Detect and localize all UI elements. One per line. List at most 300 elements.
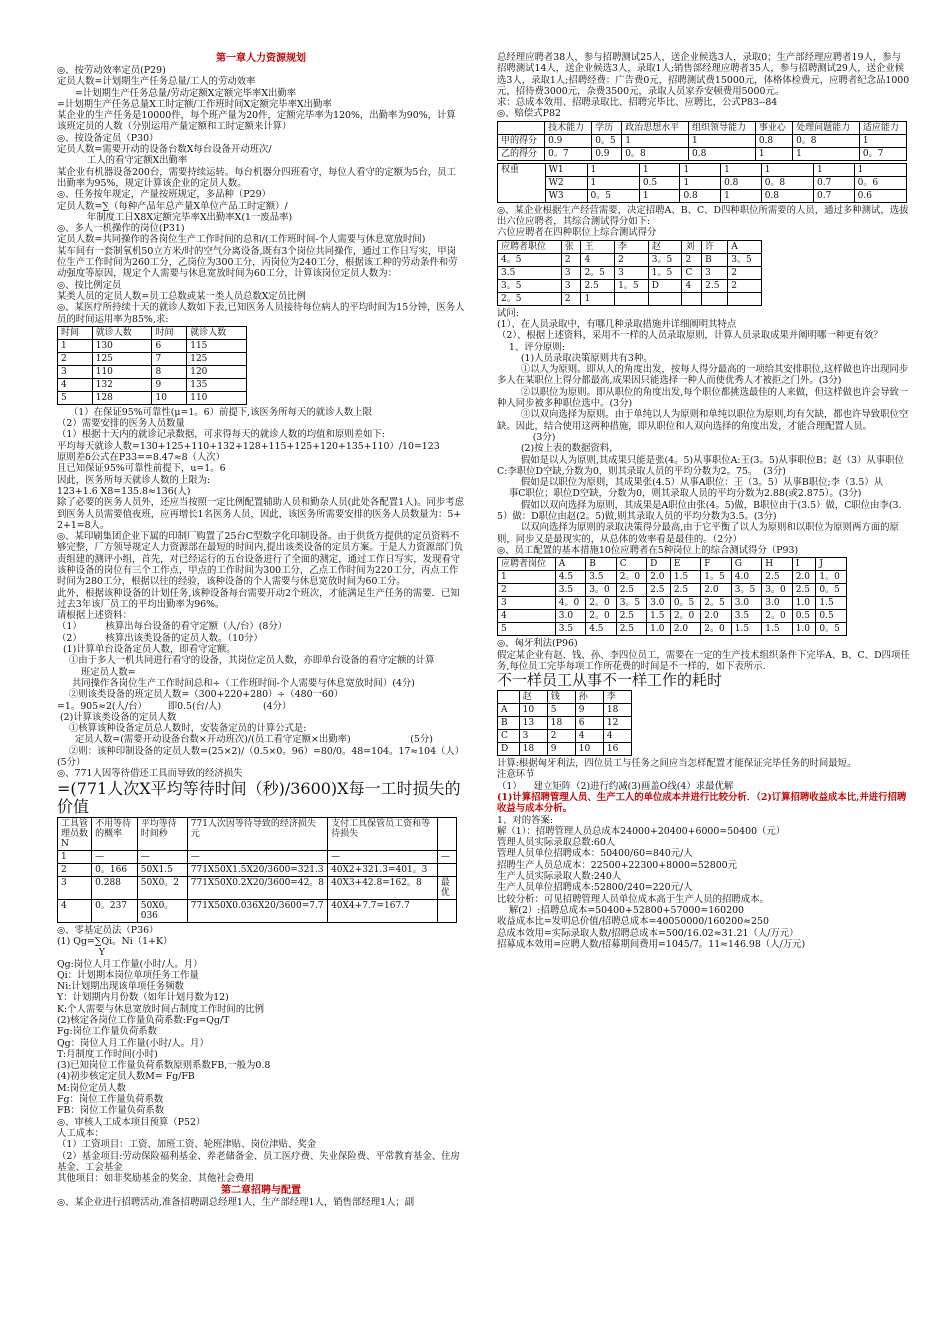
table-cell: 4 bbox=[603, 730, 631, 743]
table-header-cell: 工具管理员数N bbox=[58, 817, 92, 850]
text-line: ②则：该种印制设备的定员人数=(25×2)/（0.5×0。96）=80/0。48=104。17≈104（人）(5分） bbox=[57, 745, 465, 769]
text-line: 解（1）：招聘管理人员总成本24000+20400+6000=50400（元） bbox=[497, 825, 786, 837]
text-line: 总经理应聘者38人，参与招聘测试25人，送企业候选3人，录取0；生产部经理应聘者19人，参与招聘测试14人，送企业候选3人，录取1人;销售部经理应聘者35人，参与招聘测试29人，送企业候选3人，录取1人;招聘经费：广告费0元，招聘测试费15000元，体格体检费元，应聘者纪念品1000元，招待费3000元，杂费3500元，录取人员家乔安顿费用5000元。 bbox=[497, 52, 910, 97]
table-row bbox=[58, 899, 457, 922]
text-line: 人工成本： bbox=[57, 1127, 104, 1139]
table-header-cell: 钱 bbox=[547, 691, 575, 704]
table-cell: A bbox=[498, 704, 520, 717]
text-line: (4)初步核定定员人数M= Fg/FB bbox=[57, 1071, 195, 1083]
table-cell: 40X2+321.3=401。3 bbox=[328, 863, 438, 876]
table-cell: 0.5 bbox=[792, 610, 816, 623]
text-line: ◎、某印刷集团企业下属的印制厂购置了25台C型数字化印制设备。由于供货方提供的定员资料不够完整，厂方领导规定人力资源部在最短的时间内,提出该类设备的定员方案。于是人力资源部门负责组建的测评小组，首先，对已经运行的五台设备进行了全面的测定，通过工作日写实，发现看守该种设备的岗位有三个工作点，甲点的工作时间为300工分，乙点工作时间为220工分，丙点工作时间为280工分，根据以往的经验，该种设备的个人需要与休息宽放时间为60工分。 bbox=[57, 531, 464, 588]
table-header-cell bbox=[498, 121, 545, 134]
table-header-cell: 王 bbox=[581, 240, 615, 253]
table-cell: 2.0 bbox=[670, 623, 700, 636]
table-header-row bbox=[498, 240, 762, 253]
loss-formula: =(771人次X平均等待时间（秒)/3600)X每一工时损失的价值 bbox=[57, 778, 461, 816]
text-line: ◎、某企业进行招聘活动,准备招聘副总经理1人，生产部经理1人，销售部经理1人；副 bbox=[57, 1197, 415, 1209]
table-cell: 12 bbox=[603, 717, 631, 730]
table-header-cell bbox=[437, 817, 456, 850]
table-cell: 1。5 bbox=[701, 571, 731, 584]
table-cell: 2 bbox=[682, 253, 702, 266]
table-header-cell: 就诊人数 bbox=[92, 326, 152, 339]
table-row bbox=[498, 730, 632, 743]
text-line: 工人的看守定额X出勤率 bbox=[57, 155, 188, 167]
table-cell: 3。0 bbox=[586, 584, 616, 597]
table-cell bbox=[648, 292, 682, 305]
text-line: 某类人员的定员人数=员工总数或某一类人员总数X定员比例 bbox=[57, 290, 306, 302]
table-cell: 0。5 bbox=[816, 584, 847, 597]
table-cell bbox=[437, 863, 456, 876]
text-line: 1、对的答案: bbox=[497, 814, 553, 826]
table-cell: 10 bbox=[519, 704, 547, 717]
table-cell: 2。5 bbox=[498, 292, 562, 305]
table-cell: 0.9 bbox=[545, 134, 592, 147]
six-applicants-table bbox=[497, 240, 762, 306]
text-line: ①以人为原则。即从人的角度出发，按每人得分最高的一项给其安排职位,这样做也许出现同步多人在某职位上得分都最高,成果因只能选择一种人而使优秀人才被拒之门外。(3分) bbox=[497, 364, 909, 387]
table-header-cell: E bbox=[670, 558, 700, 571]
text-line: ◎、某企业根据生产经营需要，决定招聘A、B、C、D四种职位所需要的人员，通过多种测试，选拔出六位应聘者，其综合测试得分如下: bbox=[497, 204, 909, 228]
table-header-cell: 李 bbox=[603, 691, 631, 704]
table-cell: 0。5 bbox=[587, 189, 639, 202]
text-line: 某企业的生产任务是10000件，每个班产量为20件，定额完毕率为120%，出勤率为90%，计算该班定员的人数（分别运用产量定额和工时定额来计算） bbox=[57, 110, 456, 133]
table-row bbox=[498, 134, 907, 147]
table-cell: 4.5 bbox=[555, 571, 585, 584]
text-line: 注意环节 bbox=[497, 769, 535, 781]
table-cell: 4。5 bbox=[498, 253, 562, 266]
table-cell: 4.5 bbox=[586, 623, 616, 636]
table-cell: 9 bbox=[152, 378, 187, 391]
text-line: 定员人数=共同操作的各岗位生产工作时间的总和/(工作班时间-个人需要与休息宽放时间) bbox=[57, 234, 426, 246]
table-header-cell: 处理问题能力 bbox=[793, 121, 860, 134]
table-cell: 3 bbox=[561, 266, 581, 279]
table-row bbox=[498, 743, 632, 756]
table-row bbox=[58, 863, 457, 876]
table-cell: 1。0 bbox=[816, 571, 847, 584]
text-line: M:岗位定员人数 bbox=[57, 1082, 127, 1094]
table-cell: 3.5 bbox=[586, 571, 616, 584]
text-line: 招聘生产人员总成本：22500+22300+8000=52800元 bbox=[497, 859, 738, 871]
clinic-visits-table bbox=[57, 326, 247, 405]
chapter-1-title: 第一章人力资源规划 bbox=[216, 53, 306, 64]
table-cell: 1 bbox=[859, 134, 906, 147]
table-header-cell: D bbox=[647, 558, 671, 571]
table-row bbox=[498, 584, 847, 597]
table-cell: 1.5 bbox=[816, 597, 847, 610]
table-cell: 2.5 bbox=[762, 571, 792, 584]
table-cell: 0.8 bbox=[761, 189, 813, 202]
table-cell: 1 bbox=[721, 189, 762, 202]
table-cell: 最优 bbox=[437, 876, 456, 899]
table-cell: 3.5 bbox=[498, 266, 562, 279]
table-cell: 10 bbox=[152, 391, 187, 404]
table-header-cell: G bbox=[731, 558, 761, 571]
text-line: ◎、按比例定员 bbox=[57, 279, 122, 291]
table-cell: 1.0 bbox=[647, 623, 671, 636]
table-cell: 2 bbox=[547, 730, 575, 743]
table-row bbox=[498, 279, 762, 292]
table-cell: 4 bbox=[498, 610, 556, 623]
right-text-block-d bbox=[497, 638, 910, 672]
text-line: 此外，根据该种设备的计划任务,该种设备每台需要开动2个班次，才能满足生产任务的需要．已知过去3年该厂员工的平均出勤率为96%。 bbox=[57, 587, 460, 610]
table-cell: 0.5 bbox=[639, 176, 680, 189]
text-line: ③以双向选择为原则。由于单纯以人为原则和单纯以职位为原则,均有欠缺，都也许导致职位空缺。因此，结合使用这两种措施，即从职位和人双向选择的角度出发，才能合理配置人员。 bbox=[497, 409, 909, 432]
table-cell: 2.5 bbox=[581, 279, 615, 292]
table-cell bbox=[437, 899, 456, 922]
table-cell: 2.5 bbox=[616, 610, 646, 623]
table-cell: 2。0 bbox=[670, 610, 700, 623]
table-header-cell: 学历 bbox=[592, 121, 622, 134]
table-cell: 4 bbox=[58, 378, 93, 391]
table-header-cell: 平均等待时间秒 bbox=[137, 817, 187, 850]
table-cell: 4 bbox=[581, 253, 615, 266]
table-cell: 132 bbox=[92, 378, 152, 391]
table-cell: 1.5 bbox=[731, 623, 761, 636]
table-cell: — bbox=[187, 850, 327, 863]
table-cell: 5 bbox=[498, 623, 556, 636]
table-cell: 2。0 bbox=[616, 571, 646, 584]
table-cell: 3。5 bbox=[731, 584, 761, 597]
text-line: ◎、审核人工成本项目预算（P52） bbox=[57, 1116, 206, 1128]
text-line: 假如以双向选择为原则，其成果是A职位由张(4。5)做，B职位由于(3.5）做，C职位由李(3.5）做：D职位由赵(2。5)做,则其录取人员的平均分数为3.5。(3分) bbox=[497, 499, 902, 523]
table-cell: B bbox=[702, 253, 728, 266]
table-row bbox=[498, 704, 632, 717]
table-row bbox=[498, 597, 847, 610]
table-cell: 0。7 bbox=[859, 147, 906, 160]
text-line: 定员人数=(需要开动设备台数×开动班次)/(员工看守定额×出勤率) (5分) bbox=[57, 734, 433, 746]
table-cell: 3 bbox=[498, 597, 556, 610]
table-cell: 5 bbox=[547, 704, 575, 717]
table-cell: 40X3+42.8=162。8 bbox=[328, 876, 438, 899]
table-cell: 3。5 bbox=[616, 597, 646, 610]
table-header-cell: I bbox=[792, 558, 816, 571]
table-cell: 1 bbox=[814, 163, 855, 176]
text-line: （2）基金项目:劳动保险福利基金、养老储备金、员工医疗费、失业保险费、平常教育基金、住房基金、工会基金 bbox=[57, 1150, 460, 1173]
table-cell: 2 bbox=[58, 352, 93, 365]
table-cell: 1 bbox=[58, 339, 93, 352]
table-cell: 0.9 bbox=[592, 147, 622, 160]
table-cell: 3.5 bbox=[731, 610, 761, 623]
table-header-cell: 政治思想水平 bbox=[622, 121, 689, 134]
table-header-cell: A bbox=[728, 240, 762, 253]
table-cell: 2.5 bbox=[616, 584, 646, 597]
table-cell: C bbox=[682, 266, 702, 279]
table-header-cell: 孙 bbox=[575, 691, 603, 704]
text-line: Fg:岗位工作量负荷系数 bbox=[57, 1026, 158, 1038]
table-cell: 0。8 bbox=[622, 147, 689, 160]
text-line: Fg：岗位工作量负荷系数 bbox=[57, 1094, 164, 1106]
text-line: K:个人需要与休息宽放时间占制度工作时间的比例 bbox=[57, 1003, 265, 1015]
text-line: (2)计算该类设备的定员人数 bbox=[57, 711, 177, 723]
text-line: 123+1.6 X8=135.8≈136(人) bbox=[57, 485, 191, 497]
text-line: 除了必要的医务人员外，还应当按照一定比例配置辅助人员和勤杂人员(此处各配置1人)。同步考虑到医务人员需要值夜班，应再增长1名医务人员，因此，该医务所需要安排的医务人员数量为：5+2+1=8人。 bbox=[57, 497, 465, 531]
table-cell: 2 bbox=[498, 584, 556, 597]
table-cell: 115 bbox=[187, 339, 247, 352]
table-cell: 4 bbox=[58, 899, 92, 922]
table-cell: 9 bbox=[547, 743, 575, 756]
table-cell: 1.5 bbox=[647, 610, 671, 623]
text-line: 假如是以人为原则,其成果只能是张(4。5)从事职位A:王(3。5)从事职位B；赵（3）从事职位C:李职位D空缺,分数为0，则其录取人员的平均分数为2。75。 (3分) bbox=[497, 454, 904, 477]
table-cell: 3.0 bbox=[647, 597, 671, 610]
table-cell: 1。5 bbox=[615, 279, 649, 292]
table-header-row bbox=[498, 558, 847, 571]
text-line: （1）根据十天内的就诊记录数据，可求得每天的就诊人数的均值和原则差如下: bbox=[57, 429, 385, 441]
right-text-block-b bbox=[497, 205, 910, 239]
table-header-row bbox=[58, 326, 247, 339]
table-cell: 1 bbox=[680, 176, 721, 189]
table-cell: 6 bbox=[152, 339, 187, 352]
table-row bbox=[498, 176, 907, 189]
table-cell: W3 bbox=[545, 189, 587, 202]
text-line: 平均每天就诊人数=130+125+110+132+128+115+125+120+135+110）/10=123 bbox=[57, 440, 440, 452]
table-row bbox=[498, 253, 762, 266]
table-cell: 2.0 bbox=[701, 584, 731, 597]
weight-label: 权重 bbox=[498, 163, 546, 202]
table-row bbox=[498, 571, 847, 584]
table-row bbox=[498, 163, 907, 176]
table-cell: 3.5 bbox=[555, 623, 585, 636]
table-cell: 3 bbox=[561, 279, 581, 292]
table-cell: 2.5 bbox=[792, 584, 816, 597]
table-cell: 乙的得分 bbox=[498, 147, 545, 160]
table-cell: 1 bbox=[689, 134, 756, 147]
text-line: 定员人数=计划期生产任务总量/工人的劳动效率 bbox=[57, 76, 256, 88]
table-header-cell: 赵 bbox=[648, 240, 682, 253]
table-row bbox=[58, 365, 247, 378]
table-cell: 2 bbox=[728, 266, 762, 279]
chapter-2-title: 第二章招聘与配置 bbox=[221, 1185, 301, 1197]
table-cell: 3 bbox=[702, 266, 728, 279]
text-line: FB：岗位工作量负荷系数 bbox=[57, 1105, 165, 1117]
text-line: 管理人员实际录取总数:60人 bbox=[497, 837, 616, 849]
text-line: 收益成本比=发明总价值/招聘总成本=40050000/160200≈250 bbox=[497, 916, 769, 928]
table-cell: W1 bbox=[545, 163, 587, 176]
table-header-cell: C bbox=[616, 558, 646, 571]
text-line: (1) Qg=∑Qi。Ni（1+K） bbox=[57, 935, 173, 947]
table-cell: 3。5 bbox=[498, 279, 562, 292]
text-line: 生产人员实际录取人数:240人 bbox=[497, 871, 622, 883]
text-line: 试问: bbox=[497, 307, 519, 319]
table-cell: 3 bbox=[519, 730, 547, 743]
text-line: 请根据上述资料： bbox=[57, 610, 133, 622]
table-cell: 3 bbox=[615, 266, 649, 279]
text-line: 年制度工日X8X定额完毕率X出勤率X(1一废品率) bbox=[57, 211, 293, 223]
table-cell: 2.0 bbox=[647, 571, 671, 584]
table-cell: 2。5 bbox=[581, 266, 615, 279]
left-column bbox=[57, 52, 465, 1209]
text-line: ②则该类设备的班定员人数=（300+220+280）÷（480一60） bbox=[57, 689, 344, 701]
table-row bbox=[498, 610, 847, 623]
table-cell: 0.6 bbox=[854, 189, 906, 202]
table-cell: 1 bbox=[581, 292, 615, 305]
table-cell: 0.7 bbox=[814, 176, 855, 189]
table-cell: 9 bbox=[575, 704, 603, 717]
table-cell: 3。5 bbox=[648, 253, 682, 266]
table-header-cell: J bbox=[816, 558, 847, 571]
text-line: Qg：岗位人月工作量(小时/人。月） bbox=[57, 1037, 209, 1049]
table-header-cell: 时间 bbox=[152, 326, 187, 339]
text-line: Qi：计划期本岗位单项任务工作量 bbox=[57, 969, 199, 981]
text-line: Qg:岗位人月工作量(小时/人。月） bbox=[57, 958, 203, 970]
text-line: 共同操作各岗位生产工作时间总和÷（工作班时间-个人需要与休息宽放时间）(4分) bbox=[57, 677, 415, 689]
text-line: 且已知保证95%可靠性前提下，u=1。6 bbox=[57, 463, 226, 475]
table-row bbox=[498, 147, 907, 160]
text-line: Y：计划期内月份数（如年计划月数为12) bbox=[57, 992, 229, 1004]
table-cell: 1 bbox=[639, 163, 680, 176]
table-header-row bbox=[58, 817, 457, 850]
text-line: Ni:计划期出现该单项任务频数 bbox=[57, 981, 184, 993]
table-cell: 135 bbox=[187, 378, 247, 391]
left-text-block-b bbox=[57, 407, 465, 780]
table-cell: 1 bbox=[755, 147, 792, 160]
text-line: ◎、某医疗所持续十天的就诊人数如下表,已知医务人员接待每位病人的平均时间为15分钟，医务人员的时间运用率为85%,求: bbox=[57, 302, 465, 325]
text-line: 假定某企业有赵、钱、孙、李四位员工，需要在一定的生产技术组织条件下完毕A、B、C、D四项任务,每位员工完毕每项工作所花费的时间是不一样的，如下表所示. bbox=[497, 649, 910, 672]
text-line: =计划期生产任务总量X工时定额/工作班时间X定额完毕率X出勤率 bbox=[57, 98, 332, 110]
tool-keeper-table bbox=[57, 817, 457, 923]
table-header-cell: B bbox=[586, 558, 616, 571]
table-header-cell: 刘 bbox=[682, 240, 702, 253]
table-header-cell: 赵 bbox=[519, 691, 547, 704]
right-text-block-a bbox=[497, 52, 910, 120]
text-line: ◎、多人一机操作的岗位(P31) bbox=[57, 223, 185, 235]
table-cell: 3 bbox=[58, 876, 92, 899]
table-cell: 18 bbox=[603, 704, 631, 717]
text-line: ①由于多人一机共同进行看守的设备，其岗位定员人数，亦即单台设备的看守定额的计算 bbox=[57, 655, 435, 667]
text-line: （2）需要安排的医务人员数量 bbox=[57, 418, 185, 430]
table-cell: 1 bbox=[793, 147, 860, 160]
table-row bbox=[498, 189, 907, 202]
table-cell: 0。8 bbox=[761, 176, 813, 189]
weight-table bbox=[497, 163, 907, 203]
table-cell: 2 bbox=[561, 292, 581, 305]
right-text-block-f bbox=[497, 815, 910, 951]
table-cell: 0.8 bbox=[755, 134, 792, 147]
table-cell: 4 bbox=[682, 279, 702, 292]
table-cell: 125 bbox=[187, 352, 247, 365]
table-header-cell: 不用等待的概率 bbox=[92, 817, 138, 850]
table-row bbox=[58, 876, 457, 899]
table-header-cell: 事业心 bbox=[755, 121, 792, 134]
table-cell: 0。5 bbox=[592, 134, 622, 147]
table-cell: 3.5 bbox=[555, 584, 585, 597]
table-header-cell: 应聘者岗位 bbox=[498, 558, 556, 571]
table-cell: 110 bbox=[187, 391, 247, 404]
text-line: 求：总成本效用、招聘录取比、招聘完毕比、应聘比，公式P83--84 bbox=[497, 97, 778, 109]
table-cell: 1 bbox=[761, 163, 813, 176]
table-header-cell: 支付工具保管员工资和等待损失 bbox=[328, 817, 438, 850]
table-header-cell bbox=[498, 691, 520, 704]
left-text-block-a bbox=[57, 65, 465, 325]
text-line: 某车间有一套制氧机50立方米/时的空气分离设备,既有3个岗位共同操作，通过工作日写实，甲岗位生产工作时间为260工分，乙岗位为300工分，丙岗位为240工分，根据该工种的劳动条件和劳动强度等原因，规定个人需要与休息宽放时间为60工分，计算该岗位定员人数为： bbox=[57, 245, 458, 280]
table-cell: 1.5 bbox=[670, 571, 700, 584]
table-cell: 3 bbox=[58, 365, 93, 378]
text-line: （2）、根据上述资料，采用不一样的人员录取原则，计算人员录取成果并阐明哪一种更有效？ bbox=[497, 330, 883, 342]
text-line: 其他项目：如非奖励基金的奖金、其他社会费用 bbox=[57, 1173, 254, 1185]
table-cell: 0。5 bbox=[816, 623, 847, 636]
text-line: ◎、按劳动效率定员(P29) bbox=[57, 65, 166, 76]
table-header-cell: 许 bbox=[702, 240, 728, 253]
text-line: 定员人数=需要开动的设备台数X每台设备开动班次/ bbox=[57, 144, 272, 156]
table-cell: 2。0 bbox=[762, 610, 792, 623]
ten-applicants-table bbox=[497, 557, 847, 636]
right-column bbox=[497, 52, 910, 950]
table-cell: 1 bbox=[680, 163, 721, 176]
table-cell: 3.0 bbox=[731, 597, 761, 610]
text-line: 定员人数=∑（每种产品年总产量X单位产品工时定额）/ bbox=[57, 200, 288, 212]
table-cell: 5 bbox=[58, 391, 93, 404]
table-cell: 0.8 bbox=[680, 189, 721, 202]
table-cell: 18 bbox=[519, 743, 547, 756]
red-question-text: (1)计算招聘管理人员、生产工人的单位成本并进行比较分析．（2)订算招聘收益成本比,并进行招聘收益与成本分析。 bbox=[497, 791, 907, 815]
text-line: Y bbox=[57, 947, 105, 959]
table-row bbox=[498, 292, 762, 305]
table-cell: 0。7 bbox=[545, 147, 592, 160]
table-cell: — bbox=[137, 850, 187, 863]
text-line: =计划期生产任务总量/劳动定额X定额完毕率X出勤率 bbox=[57, 87, 297, 99]
table-cell: 3.0 bbox=[762, 597, 792, 610]
table-header-cell: 张 bbox=[561, 240, 581, 253]
text-line: 比较分析：可见招聘管理人员单位成本高于生产人员的招聘成本。 bbox=[497, 893, 769, 905]
table-cell: 1.0 bbox=[792, 623, 816, 636]
table-row bbox=[58, 352, 247, 365]
right-text-block-c bbox=[497, 308, 910, 557]
table-header-cell: 李 bbox=[615, 240, 649, 253]
table-cell: C bbox=[498, 730, 520, 743]
table-cell: 2.5 bbox=[616, 623, 646, 636]
text-line: 班定员人数= bbox=[57, 666, 136, 678]
text-line: ◎、零基定员法（P36） bbox=[57, 924, 159, 936]
table-cell bbox=[728, 292, 762, 305]
hungarian-heading: 不一样员工从事不一样工作的耗时 bbox=[497, 671, 723, 690]
table-cell: 0。6 bbox=[854, 176, 906, 189]
text-line: 某企业有机器设备200台，需要持续运转。每台机器分四班看守，每位人看守的定额为5台，员工出勤率为95%，规定计算该企业的定员人数。 bbox=[57, 166, 456, 189]
table-cell: 18 bbox=[547, 717, 575, 730]
table-cell: 125 bbox=[92, 352, 152, 365]
table-cell: 1 bbox=[58, 850, 92, 863]
table-cell: 2.0 bbox=[701, 610, 731, 623]
table-cell: 2.5 bbox=[647, 584, 671, 597]
text-line: (3分) bbox=[497, 431, 556, 443]
text-line: （1）工资项目：工资、加班工资、轮班津贴、岗位津贴、奖金 bbox=[57, 1139, 317, 1151]
table-cell: 3。5 bbox=[728, 253, 762, 266]
table-header-row bbox=[498, 691, 632, 704]
table-header-cell: 就诊人数 bbox=[187, 326, 247, 339]
table-cell: 130 bbox=[92, 339, 152, 352]
table-row bbox=[58, 391, 247, 404]
table-cell: 4。0 bbox=[555, 597, 585, 610]
text-line: 1、评分原则: bbox=[497, 341, 565, 353]
table-cell: 1 bbox=[587, 176, 639, 189]
table-cell: 1 bbox=[587, 163, 639, 176]
table-cell: 0.5 bbox=[816, 610, 847, 623]
text-line: ◎、771人因等待借还工具而导致的经济损失 bbox=[57, 768, 243, 780]
table-cell: 120 bbox=[187, 365, 247, 378]
table-cell: 0.7 bbox=[814, 189, 855, 202]
text-line: 六位应聘者在四种职位上综合测试得分 bbox=[497, 227, 657, 239]
table-cell: — bbox=[437, 850, 456, 863]
table-cell: 3。0 bbox=[762, 584, 792, 597]
hungarian-time-table bbox=[497, 690, 632, 756]
left-text-block-c bbox=[57, 925, 465, 1185]
table-cell: 2。0 bbox=[586, 610, 616, 623]
text-line: ◎、匈牙利法(P96) bbox=[497, 638, 578, 650]
text-line: ◎、任务按年规定，产量按班规定，多品种（P29） bbox=[57, 189, 271, 201]
table-cell: 1 bbox=[854, 163, 906, 176]
table-cell: 0。5 bbox=[670, 597, 700, 610]
text-line: (1)人员录取决策原则共有3种。 bbox=[497, 352, 653, 364]
table-cell: 50X1.5 bbox=[137, 863, 187, 876]
table-header-cell: 技术能力 bbox=[545, 121, 592, 134]
